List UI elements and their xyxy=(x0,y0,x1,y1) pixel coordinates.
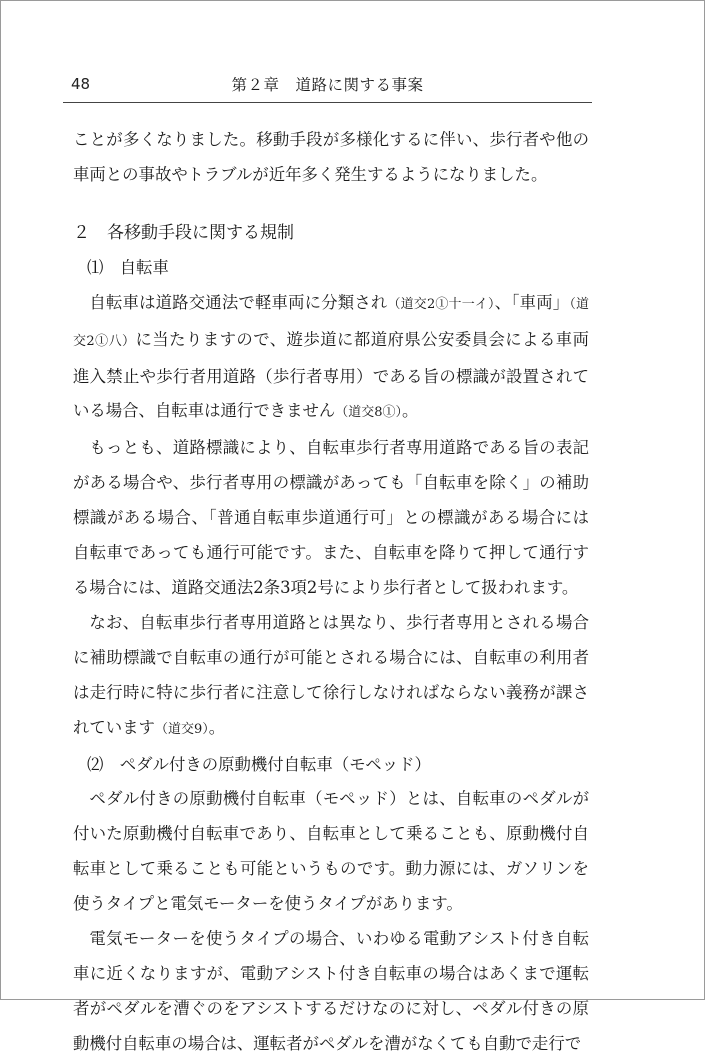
paragraph-bicycle-3 xyxy=(73,606,589,748)
paragraph-bicycle-2: もっとも、道路標識により、自転車歩行者専用道路である旨の表記がある場合や、歩行者専用の標識があっても「自転車を除く」の補助標識がある場合、「普通自転車歩道通行可」との標識がある場合には自転車であっても通行可能です。また、自転車を降りて押して通行する場合には、道路交通法2条3項2号により歩行者として扱われます。 xyxy=(73,438,589,597)
header-rule xyxy=(63,102,592,103)
subsection-moped-heading: ⑵ ペダル付きの原動機付自転車（モペッド） xyxy=(87,754,431,774)
text-run: 。 xyxy=(402,401,419,421)
body-text xyxy=(73,123,589,1062)
page-header xyxy=(63,71,592,97)
subsection-bicycle-heading: ⑴ 自転車 xyxy=(87,257,169,277)
text-run: に当たりますので、遊歩道に都道府県公安委員会による車両進入禁止や歩行者用道路（歩行者専用）である旨の標識が設置されている場合、自転車は通行できません xyxy=(73,329,589,421)
page-number: 48 xyxy=(71,75,91,93)
law-citation: （道交9） xyxy=(154,721,209,737)
text-run: なお、自転車歩行者専用道路とは異なり、歩行者専用とされる場合に補助標識で自転車の通行が可能とされる場合には、自転車の利用者は走行時に特に歩行者に注意して徐行しなければならない義務が課されています xyxy=(73,612,589,737)
paragraph-bicycle-1 xyxy=(73,286,589,432)
law-citation: （道交2①八） xyxy=(73,296,589,349)
law-citation: （道交2①十一イ） xyxy=(387,296,495,312)
intro-paragraph: ことが多くなりました。移動手段が多様化するに伴い、歩行者や他の車両との事故やトラブルが近年多く発生するようになりました。 xyxy=(73,130,589,184)
running-title: 第２章 道路に関する事案 xyxy=(231,76,424,94)
text-run: 自転車は道路交通法で軽車両に分類され xyxy=(89,292,388,312)
paragraph-moped-2: 電気モーターを使うタイプの場合、いわゆる電動アシスト付き自転車に近くなりますが、電動アシスト付き自転車の場合はあくまで運転者がペダルを漕ぐのをアシストするだけなのに対し、ペダル付きの原動機付自転車の場合は、運転者がペダルを漕がなくても自動で走行で xyxy=(73,929,589,1053)
law-citation: （道交8①） xyxy=(335,405,403,421)
paragraph-moped-1: ペダル付きの原動機付自転車（モペッド）とは、自転車のペダルが付いた原動機付自転車であり、自転車として乗ることも、原動機付自転車として乗ることも可能というものです。動力源には、ガソリンを使うタイプと電気モーターを使うタイプがあります。 xyxy=(73,789,589,914)
text-run: 。 xyxy=(208,717,226,737)
text-run: 、「車両」 xyxy=(494,292,570,312)
section-heading: ２ 各移動手段に関する規制 xyxy=(73,222,294,243)
